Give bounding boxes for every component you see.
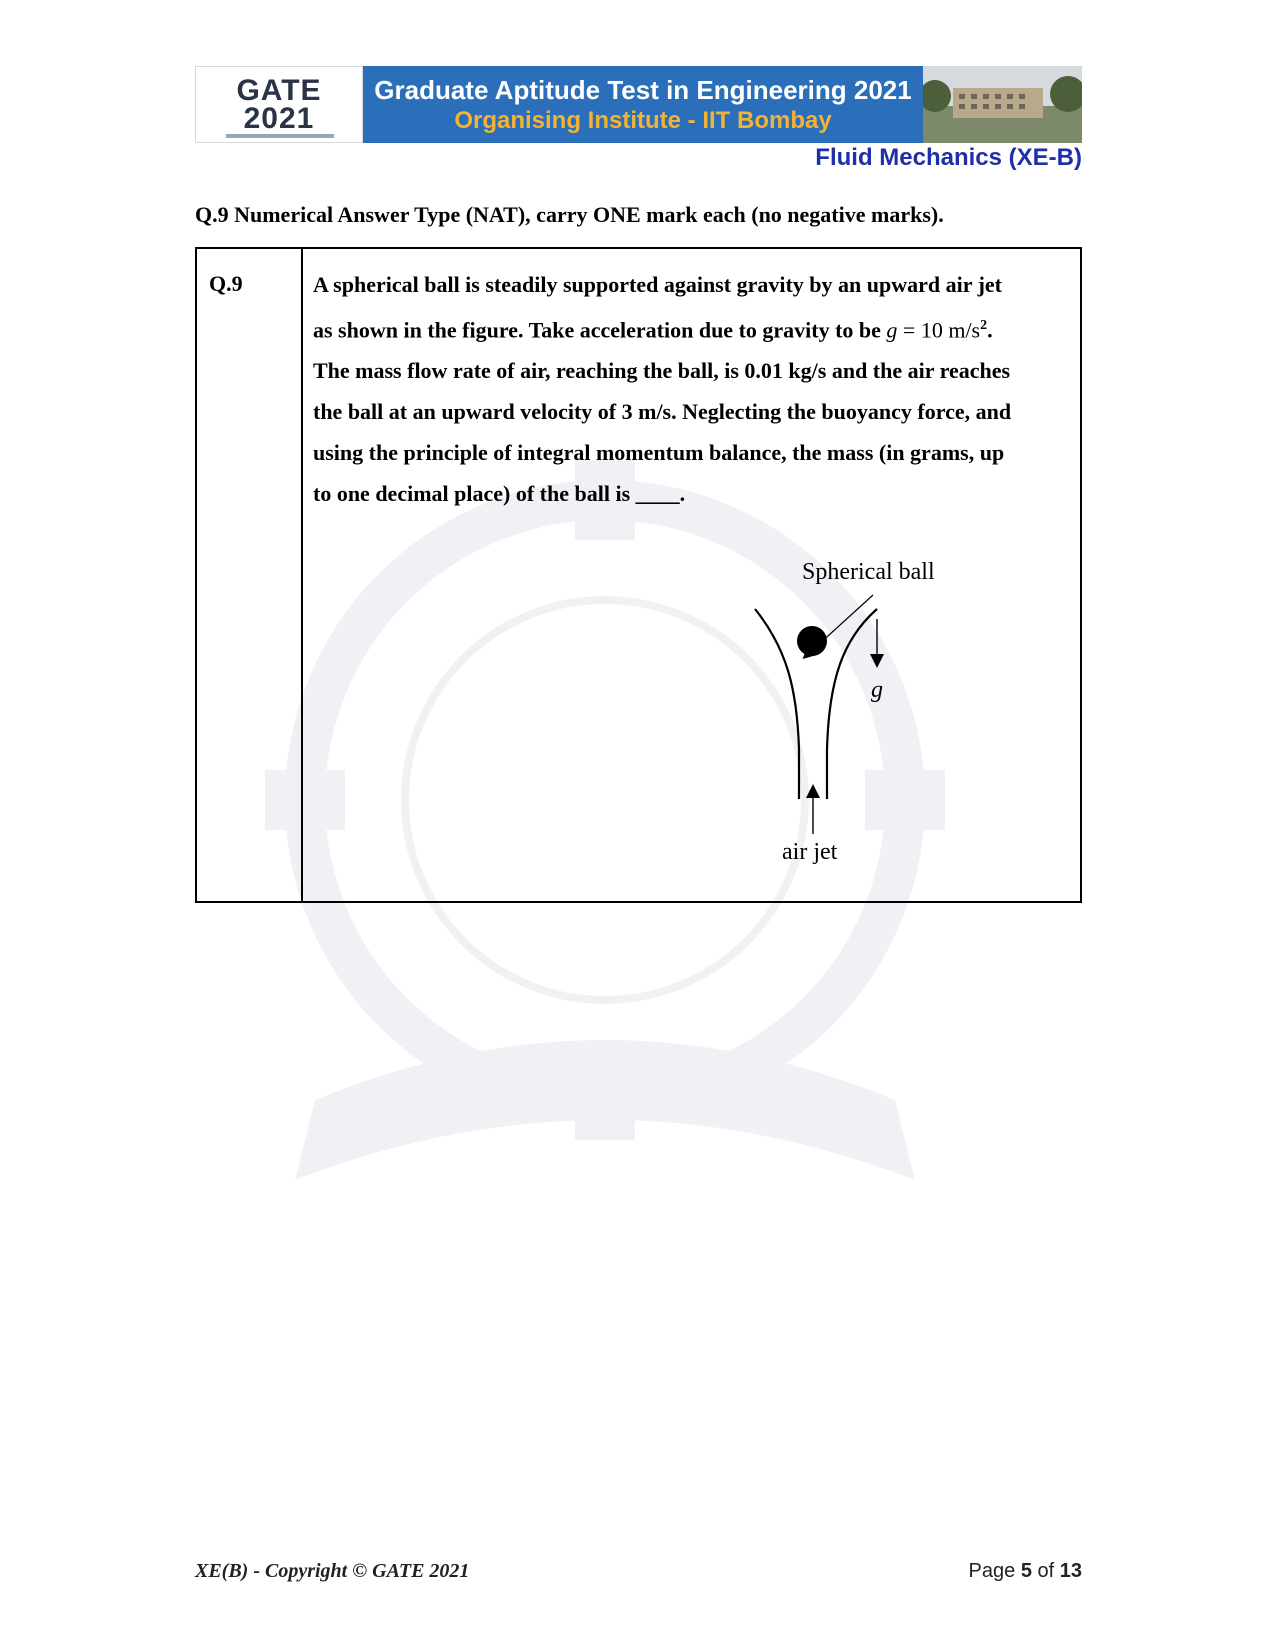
gate-logo: [195, 66, 363, 143]
gravity-exponent: 2: [980, 318, 988, 333]
question-text: [313, 269, 1073, 519]
header-banner: [195, 66, 1082, 143]
section-heading: Q.9 Numerical Answer Type (NAT), carry ONE mark each (no negative marks).: [195, 202, 944, 227]
logo-text-gate: GATE: [236, 73, 322, 107]
question-line-6: to one decimal place) of the ball is ____.: [313, 481, 686, 506]
logo-text-year: 2021: [243, 101, 315, 135]
column-divider: [301, 249, 303, 901]
gravity-label: g: [871, 677, 883, 703]
page-current: 5: [1020, 1560, 1032, 1582]
question-line-5: using the principle of integral momentum balance, the mass (in grams, up: [313, 440, 1005, 465]
footer-page-number: [969, 1560, 1082, 1583]
question-line-4: the ball at an upward velocity of 3 m/s. Neglecting the buoyancy force, and: [313, 399, 1012, 424]
question-number: Q.9: [209, 271, 243, 296]
page-of: of: [1037, 1560, 1055, 1582]
jet-left-wall: [755, 609, 799, 799]
banner-title: Graduate Aptitude Test in Engineering 2021: [374, 74, 912, 105]
banner-subtitle: Organising Institute - IIT Bombay: [454, 106, 832, 134]
subject-title: Fluid Mechanics (XE-B): [815, 144, 1082, 171]
question-line-2-text: as shown in the figure. Take acceleration due to gravity to be: [313, 317, 887, 343]
page-word: Page: [968, 1560, 1016, 1582]
logo-tagline-bar: [226, 134, 334, 138]
jet-right-wall: [827, 609, 877, 799]
question-line-3: The mass flow rate of air, reaching the ball, is 0.01 kg/s and the air reaches: [313, 358, 1011, 383]
footer-copyright: XE(B) - Copyright © GATE 2021: [195, 1560, 470, 1582]
spherical-ball: [797, 626, 827, 656]
air-jet-figure: [637, 549, 997, 889]
question-line-1: A spherical ball is steadily supported against gravity by an upward air jet: [313, 272, 1002, 297]
gravity-value: = 10 m/s: [897, 317, 981, 343]
ball-label: Spherical ball: [802, 559, 935, 585]
gravity-symbol: g: [886, 317, 898, 343]
banner-title-block: [363, 66, 923, 143]
question-line-2: [313, 310, 1073, 355]
question-table: [195, 247, 1082, 903]
page-total: 13: [1059, 1560, 1082, 1582]
line-2-period: .: [987, 317, 993, 343]
campus-photo: [923, 66, 1082, 143]
jet-label: air jet: [782, 839, 838, 865]
